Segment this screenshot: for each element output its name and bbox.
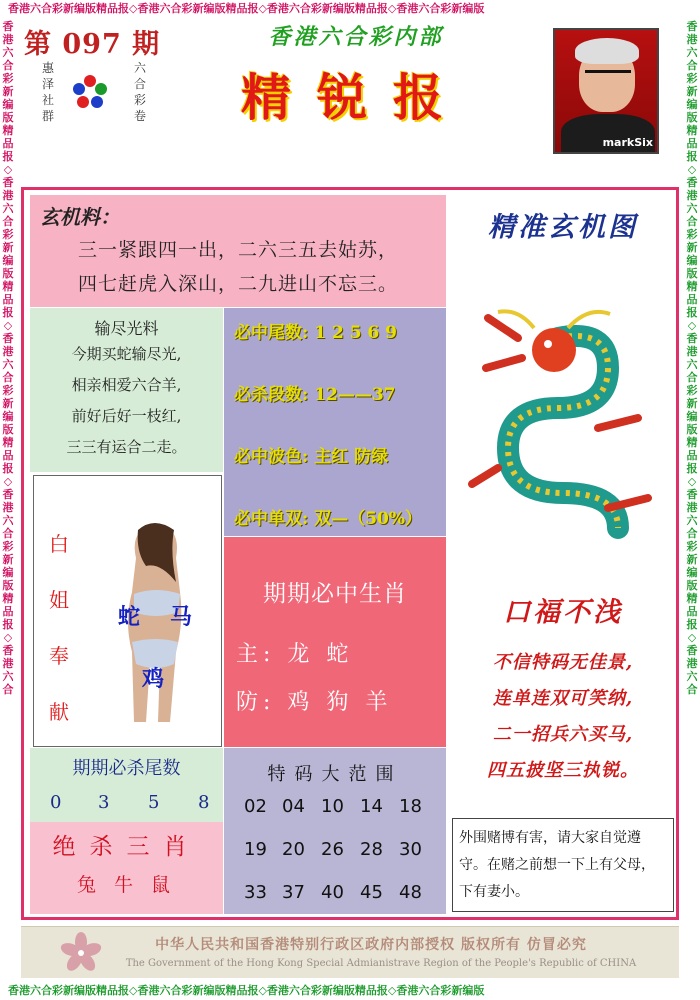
fortune-line: 四五披坚三执锐。 bbox=[487, 760, 639, 781]
special-number: 10 bbox=[321, 796, 344, 817]
special-number-title: 特码大范围 bbox=[267, 764, 403, 785]
kill-tail-number: 0 bbox=[50, 792, 62, 813]
issue-number: 第 097 期 bbox=[24, 29, 161, 60]
top-border-marquee: 香港六合彩新编版精品报◇香港六合彩新编版精品报◇香港六合彩新编版精品报◇香港六合彩新编版 bbox=[8, 2, 485, 15]
bauhinia-emblem-icon bbox=[59, 931, 103, 975]
riddle-heading: 玄机料： bbox=[40, 205, 120, 229]
kill-three-zodiacs: 兔 牛 鼠 bbox=[76, 874, 177, 896]
logo-right-text: 六合彩卷 bbox=[133, 61, 146, 123]
pick-kill-segment: 必杀段数: 12——37 bbox=[234, 385, 396, 405]
page-title: 精锐报 bbox=[241, 68, 469, 127]
special-number: 20 bbox=[282, 839, 305, 860]
lady-zodiac-snake: 蛇 bbox=[118, 604, 141, 630]
poem-panel bbox=[30, 308, 223, 472]
footer-banner bbox=[21, 926, 679, 978]
fortune-title: 口福不浅 bbox=[503, 597, 623, 628]
special-number-panel bbox=[224, 748, 446, 914]
portrait-brand: markSix bbox=[602, 136, 653, 149]
community-logo bbox=[40, 60, 156, 122]
lady-image-panel bbox=[33, 475, 222, 747]
gambling-notice: 外围赌博有害，请大家自觉遵守。在赌之前想一下上有父母，下有妻小。 bbox=[452, 818, 674, 912]
kill-three-title: 绝杀三肖 bbox=[52, 834, 201, 860]
left-border-marquee: 香港六合彩新编版精品报◇香港六合彩新编版精品报◇香港六合彩新编版精品报◇香港六合彩新编版精品报◇香港六合 bbox=[2, 20, 14, 696]
riddle-line-2: 四七赶虎入深山，二九进山不忘三。 bbox=[77, 273, 398, 295]
special-number: 33 bbox=[244, 882, 267, 903]
page-subtitle: 香港六合彩内部 bbox=[268, 24, 444, 50]
lady-zodiac-horse: 马 bbox=[170, 604, 193, 630]
poem-title: 输尽光料 bbox=[94, 319, 159, 338]
special-number: 48 bbox=[399, 882, 422, 903]
lady-zodiac-rooster: 鸡 bbox=[142, 666, 165, 692]
riddle-line-1: 三一紧跟四一出，二六三五去姑苏， bbox=[77, 239, 398, 261]
kill-three-zodiac-panel bbox=[30, 822, 223, 914]
fortune-line: 不信特码无佳景, bbox=[492, 652, 634, 673]
portrait-image bbox=[553, 28, 659, 154]
kill-tail-title: 期期必杀尾数 bbox=[72, 758, 181, 779]
logo-left-text: 惠泽社群 bbox=[41, 61, 54, 123]
kill-tail-number: 5 bbox=[148, 792, 160, 813]
fortune-line: 连单连双可笑纳, bbox=[492, 688, 634, 709]
dragon-image bbox=[458, 298, 664, 562]
zodiac-pick-panel bbox=[224, 537, 446, 747]
poem-line: 今期买蛇输尽光, bbox=[71, 345, 182, 363]
pick-wave-color: 必中波色: 主红 防绿 bbox=[234, 447, 389, 467]
riddle-panel bbox=[30, 195, 446, 307]
flower-logo-icon bbox=[70, 72, 110, 112]
special-number: 28 bbox=[360, 839, 383, 860]
zodiac-pick-guard: 防: 鸡 狗 羊 bbox=[236, 690, 393, 715]
special-number: 18 bbox=[399, 796, 422, 817]
special-number: 40 bbox=[321, 882, 344, 903]
portrait-glasses bbox=[585, 70, 631, 80]
zodiac-pick-main: 主: 龙 蛇 bbox=[236, 642, 354, 667]
kill-tail-number: 3 bbox=[98, 792, 110, 813]
special-number: 02 bbox=[244, 796, 267, 817]
riddle-image-title: 精准玄机图 bbox=[488, 212, 638, 243]
portrait-hair bbox=[575, 38, 639, 64]
footer-cn-text: 中华人民共和国香港特别行政区政府内部授权 版权所有 仿冒必究 bbox=[155, 937, 587, 953]
bottom-border-marquee: 香港六合彩新编版精品报◇香港六合彩新编版精品报◇香港六合彩新编版精品报◇香港六合彩新编版 bbox=[8, 984, 485, 997]
poem-line: 前好后好一枝红, bbox=[71, 407, 182, 425]
special-number: 04 bbox=[282, 796, 305, 817]
footer-en-text: The Government of the Hong Kong Special Admianistrave Region of the People's Republic of CHINA bbox=[125, 958, 637, 969]
zodiac-pick-title: 期期必中生肖 bbox=[263, 581, 407, 607]
special-number: 45 bbox=[360, 882, 383, 903]
special-number: 19 bbox=[244, 839, 267, 860]
poem-line: 三三有运合二走。 bbox=[66, 438, 187, 456]
pick-tail-numbers: 必中尾数: 1 2 5 6 9 bbox=[234, 323, 398, 343]
kill-tail-number: 8 bbox=[198, 792, 210, 813]
kill-tail-panel bbox=[30, 748, 223, 822]
special-number: 37 bbox=[282, 882, 305, 903]
pick-odd-even: 必中单双: 双—（50%） bbox=[234, 509, 423, 529]
right-border-marquee: 香港六合彩新编版精品报◇香港六合彩新编版精品报◇香港六合彩新编版精品报◇香港六合彩新编版精品报◇香港六合 bbox=[686, 20, 698, 696]
poem-line: 相亲相爱六合羊, bbox=[71, 376, 182, 394]
special-number: 14 bbox=[360, 796, 383, 817]
lady-side-text: 白 姐 奉 献 bbox=[49, 532, 69, 724]
special-number: 30 bbox=[399, 839, 422, 860]
special-number: 26 bbox=[321, 839, 344, 860]
fortune-line: 二一招兵六买马, bbox=[492, 724, 634, 745]
picks-panel bbox=[224, 308, 446, 536]
